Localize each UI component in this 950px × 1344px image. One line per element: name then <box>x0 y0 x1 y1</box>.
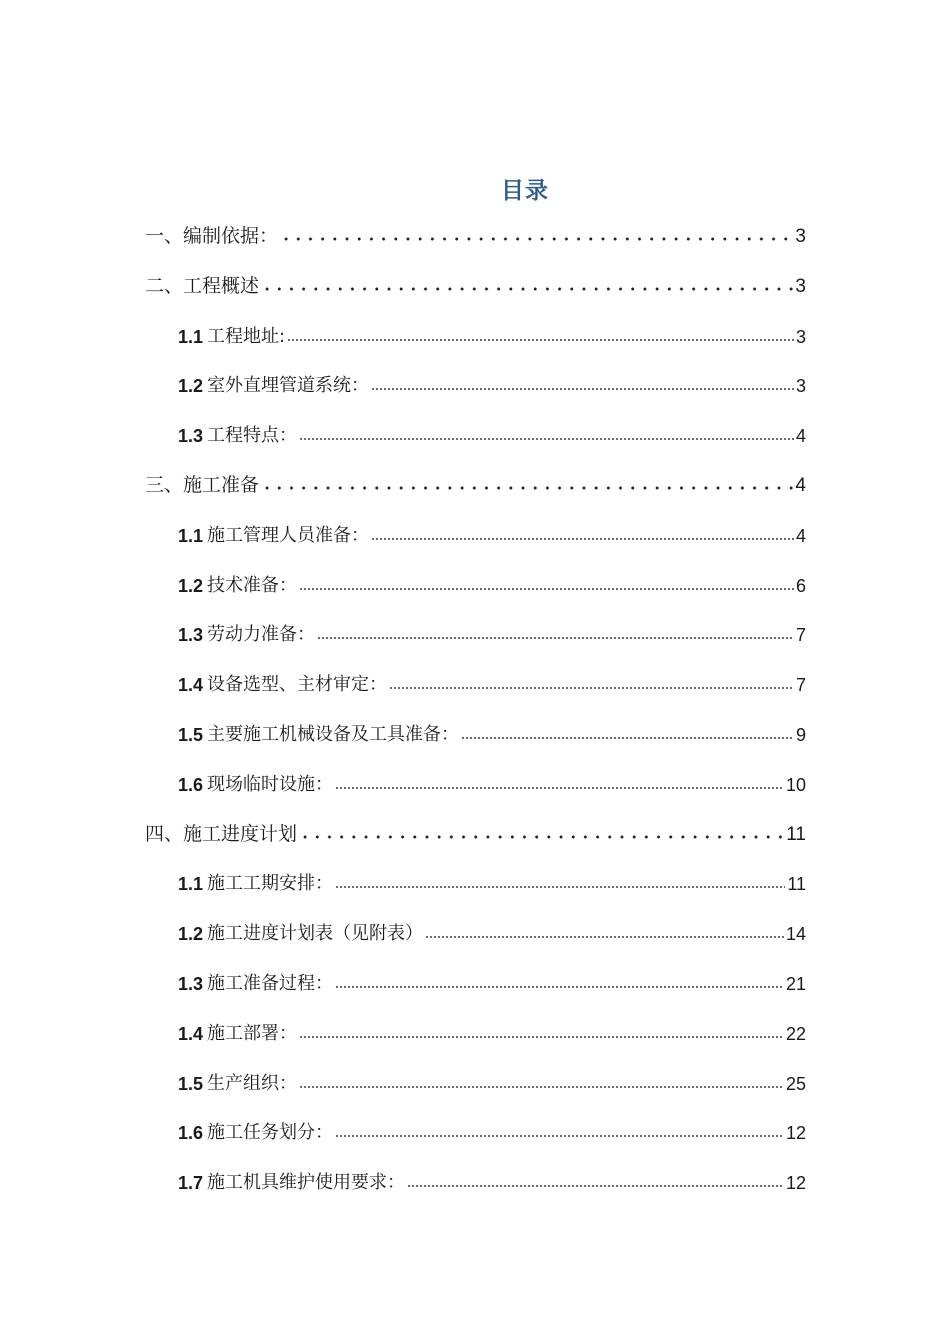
toc-entry-text: 设备选型、主材审定： <box>207 674 388 696</box>
toc-page-number: 25 <box>785 1073 806 1094</box>
toc-dot-leader <box>299 587 794 591</box>
toc-page-number: 11 <box>786 823 806 845</box>
toc-dot-leader <box>287 338 794 342</box>
toc-entry-text: 主要施工机械设备及工具准备： <box>207 724 460 745</box>
toc-entry-text: 工程特点： <box>207 425 298 447</box>
toc-section-entry[interactable] <box>145 816 806 846</box>
toc-entry-number: 1.3 <box>178 974 204 994</box>
toc-entry-text: 室外直埋管道系统： <box>207 375 370 397</box>
toc-title: 目录 <box>501 178 549 204</box>
toc-dot-leader <box>335 786 784 790</box>
toc-dot-leader <box>425 935 784 939</box>
toc-entry-text: 工程地址: <box>207 325 286 347</box>
toc-page-number: 12 <box>785 1123 806 1144</box>
toc-page-number: 14 <box>785 924 806 945</box>
toc-subsection-entry[interactable] <box>178 766 806 796</box>
toc-entry-number: 1.5 <box>178 725 204 745</box>
toc-subsection-entry[interactable] <box>178 1015 806 1045</box>
toc-section-entry[interactable] <box>145 268 806 298</box>
toc-dot-leader <box>299 437 794 441</box>
toc-entry-text: 施工部署： <box>207 1022 298 1044</box>
toc-entry-text: 现场临时设施： <box>207 773 334 795</box>
toc-page-number: 4 <box>795 475 806 496</box>
toc-entry-text: 生产组织： <box>207 1072 298 1094</box>
toc-entry-number: 1.4 <box>178 675 204 696</box>
toc-page-number: 3 <box>795 326 806 347</box>
toc-page-number: 7 <box>795 675 806 696</box>
toc-subsection-entry[interactable] <box>178 367 806 397</box>
toc-entry-number: 1.6 <box>178 774 204 795</box>
toc-entry-text: 施工工期安排： <box>207 873 334 895</box>
toc-page-number: 4 <box>795 426 806 447</box>
toc-entry-number: 1.2 <box>178 376 204 397</box>
toc-entry-text: 施工任务划分： <box>207 1122 334 1144</box>
toc-dot-leader <box>335 885 785 889</box>
toc-page-number: 4 <box>795 525 806 546</box>
toc-subsection-entry[interactable] <box>178 716 806 746</box>
toc-dot-leader <box>371 387 794 391</box>
toc-entry-number: 1.3 <box>178 426 204 447</box>
toc-subsection-entry[interactable] <box>178 616 806 646</box>
toc-entry-number: 1.5 <box>178 1073 204 1094</box>
toc-dot-leader <box>389 686 794 690</box>
toc-entry-text: 劳动力准备： <box>207 624 316 646</box>
toc-entry-text: 施工进度计划表（见附表） <box>207 923 424 945</box>
toc-subsection-entry[interactable] <box>178 965 806 995</box>
toc-page-number: 9 <box>795 725 806 745</box>
toc-dot-leader <box>261 485 793 491</box>
toc-dot-leader <box>407 1184 784 1188</box>
toc-page-number: 12 <box>785 1173 806 1194</box>
toc-page-number: 11 <box>787 874 806 895</box>
toc-dot-leader <box>317 636 794 640</box>
toc-subsection-entry[interactable] <box>178 318 806 348</box>
toc-dot-leader <box>261 286 793 292</box>
toc-entry-number: 1.3 <box>178 625 204 646</box>
toc-dot-leader <box>299 1085 784 1089</box>
toc-page-number: 3 <box>795 376 806 397</box>
toc-subsection-entry[interactable] <box>178 1164 806 1194</box>
toc-entry-number: 1.7 <box>178 1173 204 1194</box>
toc-entry-number: 1.1 <box>178 326 204 347</box>
toc-dot-leader <box>335 1134 784 1138</box>
toc-subsection-entry[interactable] <box>178 1114 806 1144</box>
toc-section-entry[interactable] <box>145 467 806 497</box>
toc-entry-text: 施工机具维护使用要求： <box>207 1172 406 1194</box>
toc-page-number: 22 <box>785 1023 806 1044</box>
toc-subsection-entry[interactable] <box>178 517 806 547</box>
toc-entry-number: 1.1 <box>178 525 204 546</box>
toc-entry-number: 1.2 <box>178 924 204 945</box>
toc-entry-number: 1.1 <box>178 874 204 895</box>
toc-subsection-entry[interactable] <box>178 865 806 895</box>
toc-entry-text: 施工准备过程： <box>207 973 334 994</box>
toc-dot-leader <box>371 537 794 541</box>
toc-section-entry[interactable] <box>145 218 806 248</box>
toc-page-number: 3 <box>795 226 806 247</box>
toc-dot-leader <box>461 736 794 740</box>
toc-dot-leader <box>299 834 784 840</box>
toc-entry-text: 二、工程概述 <box>145 274 260 297</box>
toc-dot-leader <box>299 1035 784 1039</box>
toc-entry-number: 1.2 <box>178 575 204 596</box>
toc-subsection-entry[interactable] <box>178 1065 806 1095</box>
toc-entry-number: 1.6 <box>178 1123 204 1144</box>
toc-entry-text: 一、编制依据： <box>145 225 279 247</box>
toc-entry-number: 1.4 <box>178 1023 204 1044</box>
toc-entry-text: 四、施工进度计划 <box>145 822 298 845</box>
toc-dot-leader <box>335 985 784 989</box>
toc-page-number: 21 <box>785 974 806 994</box>
toc-subsection-entry[interactable] <box>178 567 806 597</box>
toc-page-number: 6 <box>795 575 806 596</box>
toc-page-number: 3 <box>795 275 806 297</box>
toc-entry-text: 三、施工准备 <box>145 474 260 496</box>
toc-subsection-entry[interactable] <box>178 915 806 945</box>
toc-entry-text: 施工管理人员准备： <box>207 524 370 546</box>
toc-subsection-entry[interactable] <box>178 417 806 447</box>
toc-entry-text: 技术准备： <box>207 574 298 596</box>
toc-dot-leader <box>280 236 793 242</box>
toc-subsection-entry[interactable] <box>178 666 806 696</box>
toc-page-number: 7 <box>795 625 806 646</box>
toc-page-number: 10 <box>785 774 806 795</box>
